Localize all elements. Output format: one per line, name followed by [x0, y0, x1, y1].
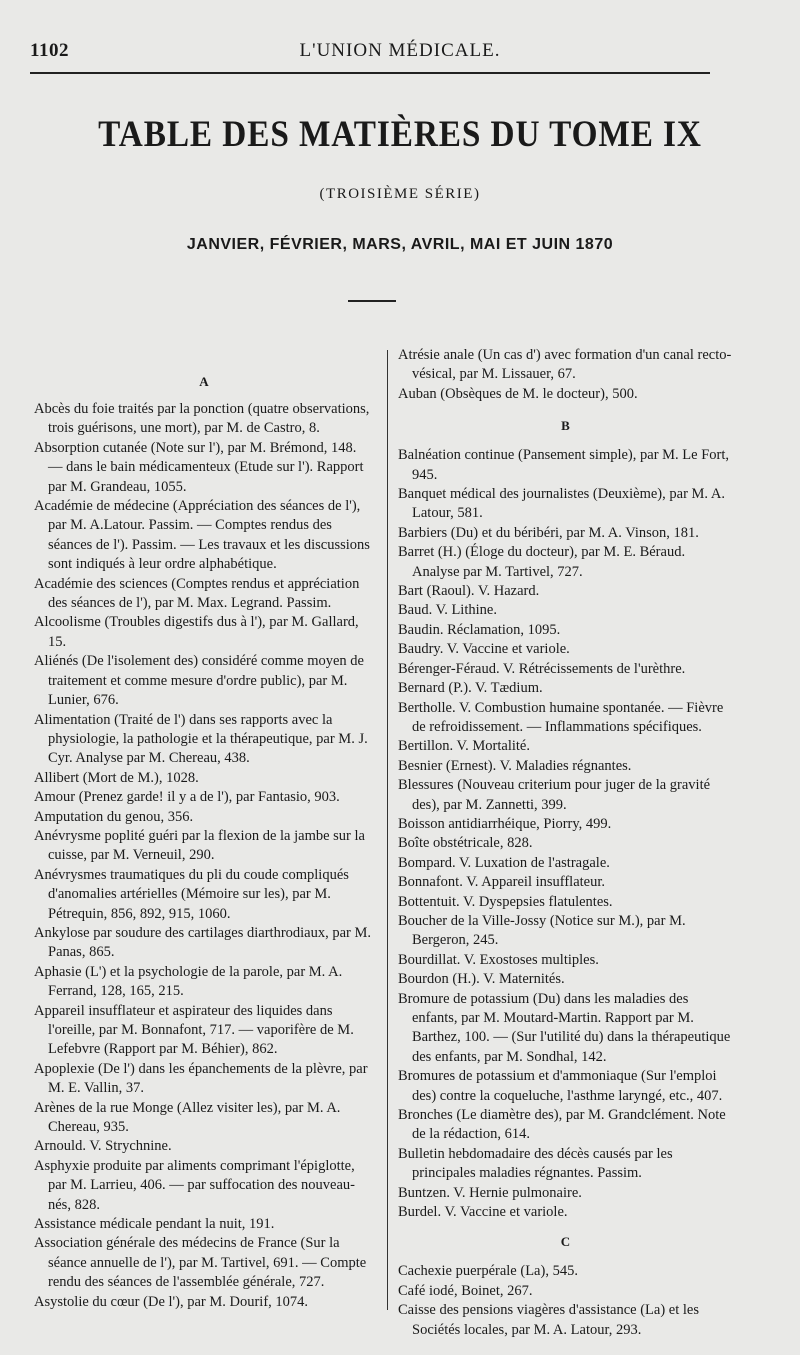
index-entry: Balnéation continue (Pansement simple), par M. Le Fort, 945.: [398, 447, 730, 483]
index-entry: Bernard (P.). V. Tædium.: [398, 680, 543, 697]
index-entry: Association générale des médecins de France (Sur la séance annuelle de l'), par M. Tartivel, 691. — Compte rendu des séances de l'assemblée générale, 727.: [34, 1235, 367, 1291]
index-entry: Alcoolisme (Troubles digestifs dus à l'), par M. Gallard, 15.: [34, 614, 359, 650]
index-entry: Alimentation (Traité de l') dans ses rapports avec la physiologie, la pathologie et la thérapeutique, par M. J. Cyr. Analyse par M. Chereau, 438.: [34, 711, 368, 767]
index-entry: Besnier (Ernest). V. Maladies régnantes.: [398, 757, 632, 774]
index-entry: Bourdillat. V. Exostoses multiples.: [398, 951, 599, 968]
index-entry: Baud. V. Lithine.: [398, 602, 497, 619]
index-entry: Anévrysme poplité guéri par la flexion de la jambe sur la cuisse, par M. Verneuil, 290.: [34, 827, 365, 864]
index-entry: Abcès du foie traités par la ponction (quatre observations, trois guérisons, une mort), par M. de Castro, 8.: [34, 401, 370, 437]
index-entry: Atrésie anale (Un cas d') avec formation d'un canal recto-vésical, par M. Lissauer, 67.: [398, 347, 732, 383]
period-heading: JANVIER, FÉVRIER, MARS, AVRIL, MAI ET JUIN 1870: [186, 236, 614, 253]
index-entry: Arnould. V. Strychnine.: [34, 1138, 172, 1155]
index-entry: Boisson antidiarrhéique, Piorry, 499.: [398, 815, 612, 832]
index-entry: Amour (Prenez garde! il y a de l'), par Fantasio, 903.: [34, 789, 340, 806]
index-entry: Blessures (Nouveau criterium pour juger de la gravité des), par M. Zannetti, 399.: [398, 777, 711, 813]
index-entry: Académie des sciences (Comptes rendus et appréciation des séances de l'), par M. Max. Legrand. Passim.: [34, 575, 360, 612]
page-number: 1102: [30, 40, 69, 61]
letter-heading-c: C: [560, 1234, 571, 1250]
index-entry: Bertholle. V. Combustion humaine spontanée. — Fièvre de refroidissement. — Inflammations spécifiques.: [398, 699, 724, 735]
index-entry: Caisse des pensions viagères d'assistance (La) et les Sociétés locales, par M. A. Latour, 293.: [398, 1302, 699, 1338]
index-entry: Aliénés (De l'isolement des) considéré comme moyen de traitement et comme mesure d'ordre public), par M. Lunier, 676.: [34, 653, 364, 709]
index-entry: Amputation du genou, 356.: [34, 808, 194, 825]
page-header: [30, 40, 770, 68]
index-entry: Bertillon. V. Mortalité.: [398, 738, 530, 755]
index-entry: Cachexie puerpérale (La), 545.: [398, 1263, 578, 1280]
index-entry: Boucher de la Ville-Jossy (Notice sur M.), par M. Bergeron, 245.: [398, 912, 686, 949]
index-entry: Bromure de potassium (Du) dans les maladies des enfants, par M. Moutard-Martin. Rapport par M. Barthez, 100. — (Sur l'utilité du) dans la thérapeutique des enfants, par M. Sondhal, 142.: [398, 990, 731, 1065]
index-entry: Bourdon (H.). V. Maternités.: [398, 971, 565, 988]
index-entry: Bart (Raoul). V. Hazard.: [398, 583, 540, 600]
index-entry: Assistance médicale pendant la nuit, 191.: [34, 1216, 275, 1233]
right-column: [398, 346, 733, 1340]
index-entry: Baudin. Réclamation, 1095.: [398, 621, 561, 638]
index-entry: Allibert (Mort de M.), 1028.: [34, 769, 199, 786]
index-entry: Asphyxie produite par aliments comprimant l'épiglotte, par M. Larrieu, 406. — par suffocation des nouveau-nés, 828.: [34, 1157, 355, 1213]
index-entry: Bronches (Le diamètre des), par M. Grandclément. Note de la rédaction, 614.: [398, 1107, 726, 1143]
index-entry: Barret (H.) (Éloge du docteur), par M. E. Béraud. Analyse par M. Tartivel, 727.: [398, 544, 686, 580]
index-entry: Académie de médecine (Appréciation des séances de l'), par M. A.Latour. Passim. — Comptes rendus des séances de l'). Passim. — Les travaux et les discussions sont indiqués à leur ordre alphabétique.: [34, 498, 370, 573]
index-entry: Absorption cutanée (Note sur l'), par M. Brémond, 148. — dans le bain médicamenteux (Etude sur l'). Rapport par M. Grandeau, 1055.: [34, 439, 364, 495]
index-entry: Baudry. V. Vaccine et variole.: [398, 641, 570, 658]
running-title: L'UNION MÉDICALE.: [299, 40, 501, 61]
index-entry: Banquet médical des journalistes (Deuxième), par M. A. Latour, 581.: [398, 486, 725, 522]
letter-heading-b: B: [561, 418, 570, 434]
index-entry: Aphasie (L') et la psychologie de la parole, par M. A. Ferrand, 128, 165, 215.: [34, 963, 343, 1000]
header-rule: [30, 72, 710, 74]
index-entry: Apoplexie (De l') dans les épanchements de la plèvre, par M. E. Vallin, 37.: [34, 1060, 368, 1097]
index-entry: Bonnafont. V. Appareil insufflateur.: [398, 874, 606, 891]
index-entry: Bérenger-Féraud. V. Rétrécissements de l'urèthre.: [398, 660, 686, 677]
column-divider: [387, 350, 388, 1310]
series-subtitle: (TROISIÈME SÉRIE): [319, 186, 481, 202]
index-entry: Bulletin hebdomadaire des décès causés par les principales maladies régnantes. Passim.: [398, 1145, 673, 1182]
index-entry: Bottentuit. V. Dyspepsies flatulentes.: [398, 893, 613, 910]
index-entry: Barbiers (Du) et du béribéri, par M. A. Vinson, 181.: [398, 524, 699, 541]
index-entry: Boîte obstétricale, 828.: [398, 835, 533, 852]
index-entry: Bromures de potassium et d'ammoniaque (Sur l'emploi des) contre la coqueluche, l'asthme laryngé, etc., 407.: [398, 1068, 723, 1104]
index-entry: Arènes de la rue Monge (Allez visiter les), par M. A. Chereau, 935.: [34, 1099, 341, 1136]
left-column: [34, 368, 374, 1312]
index-entry: Café iodé, Boinet, 267.: [398, 1282, 533, 1299]
index-entry: Bompard. V. Luxation de l'astragale.: [398, 854, 610, 871]
index-entry: Buntzen. V. Hernie pulmonaire.: [398, 1184, 582, 1201]
index-entry: Anévrysmes traumatiques du pli du coude compliqués d'anomalies artérielles (Mémoire sur les), par M. Pétrequin, 856, 892, 915, 1060.: [34, 866, 349, 922]
index-entry: Burdel. V. Vaccine et variole.: [398, 1204, 568, 1221]
index-entry: Auban (Obsèques de M. le docteur), 500.: [398, 385, 638, 402]
table-title: TABLE DES MATIÈRES DU TOME IX: [98, 114, 702, 155]
index-entry: Ankylose par soudure des cartilages diarthrodiaux, par M. Panas, 865.: [34, 924, 372, 961]
index-entry: Asystolie du cœur (De l'), par M. Dourif, 1074.: [34, 1293, 309, 1310]
section-rule: [348, 300, 396, 302]
index-entry: Appareil insufflateur et aspirateur des liquides dans l'oreille, par M. Bonnafont, 717. — vaporifère de M. Lefebvre (Rapport par M. Béhier), 862.: [34, 1002, 354, 1058]
letter-heading-a: A: [199, 374, 209, 389]
